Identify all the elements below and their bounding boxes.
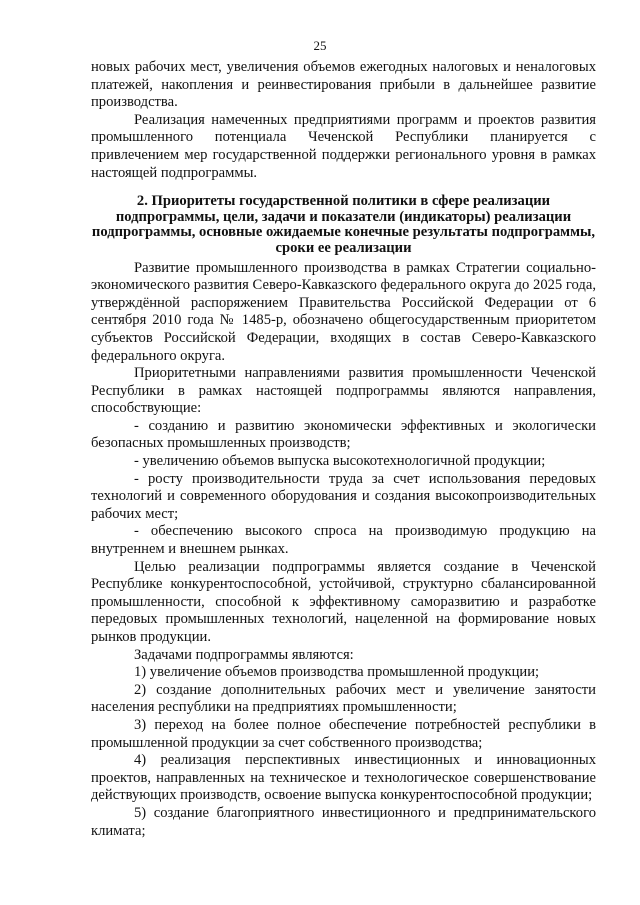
task-item: 2) создание дополнительных рабочих мест и увеличение занятости населения республики на предприятиях промышленности; [91,681,596,716]
paragraph-priorities: Приоритетными направлениями развития промышленности Чеченской Республики в рамках настоящей подпрограммы являются направления, способствующие: [91,365,596,417]
list-item: - обеспечению высокого спроса на производимую продукцию на внутреннем и внешнем рынках. [91,523,596,558]
section-heading: 2. Приоритеты государственной политики в сфере реализации подпрограммы, цели, задачи и показатели (индикаторы) реализации подпрограммы, основные ожидаемые конечные результаты подпрограммы, сроки ее реализации [91,193,596,256]
page-number: 25 [313,38,327,53]
page-content [91,59,596,840]
list-item: - росту производительности труда за счет использования передовых технологий и современного оборудования и создания высокопроизводительных рабочих мест; [91,470,596,522]
list-item: - увеличению объемов выпуска высокотехнологичной продукции; [134,453,546,470]
paragraph-goal: Целью реализации подпрограммы является создание в Чеченской Республике конкурентоспособной, устойчивой, структурно сбалансированной промышленности, способной к эффективному саморазвитию и разработке передовых промышленных технологий, нацеленной на формирование новых рынков продукции. [91,558,596,645]
list-item: - созданию и развитию экономически эффективных и экологически безопасных промышленных производств; [91,417,596,452]
paragraph-strategy: Развитие промышленного производства в рамках Стратегии социально-экономического развития Северо-Кавказского федерального округа до 2025 года, утверждённой распоряжением Правительства Российской Федерации от 6 сентября 2010 года № 1485-р, обозначено общегосударственным приоритетом субъектов Российской Федерации, входящих в состав Северо-Кавказского федерального округа. [91,259,596,364]
paragraph-continued: новых рабочих мест, увеличения объемов ежегодных налоговых и неналоговых платежей, накопления и реинвестирования прибыли в дальнейшее развитие производства. [91,59,596,111]
paragraph-implementation: Реализация намеченных предприятиями программ и проектов развития промышленного потенциала Чеченской Республики планируется с привлечением мер государственной поддержки регионального уровня в рамках настоящей подпрограммы. [91,111,596,181]
task-item: 4) реализация перспективных инвестиционных и инновационных проектов, направленных на техническое и технологическое совершенствование действующих производств, освоение выпуска конкурентоспособной продукции; [91,752,596,804]
task-item: 3) переход на более полное обеспечение потребностей республики в промышленной продукции за счет собственного производства; [91,716,596,751]
task-item: 5) создание благоприятного инвестиционного и предпринимательского климата; [91,804,596,839]
paragraph-tasks-intro: Задачами подпрограммы являются: [134,646,354,663]
task-item: 1) увеличение объемов производства промышленной продукции; [134,664,540,681]
